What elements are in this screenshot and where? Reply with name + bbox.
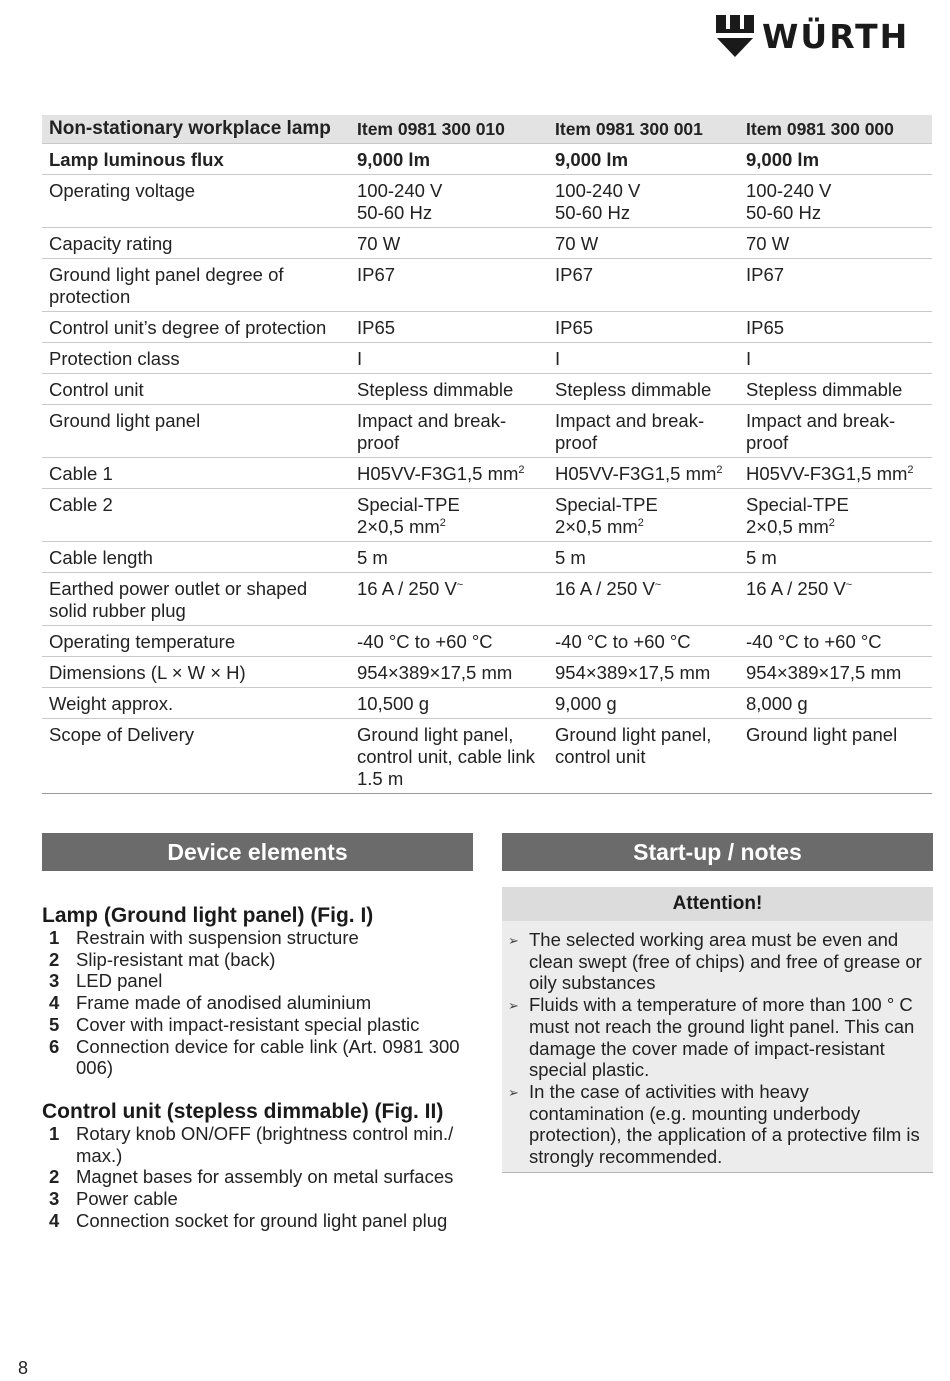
- list-item: 1 Restrain with suspension structure: [49, 927, 359, 948]
- table-row-protection-class: [42, 343, 932, 374]
- cell: 70 W: [548, 228, 739, 259]
- cell: IP67: [739, 259, 932, 312]
- cell: 16 A / 250 V~: [739, 573, 932, 626]
- arrow-bullet-icon: ➢: [508, 933, 519, 948]
- control-parts-list: [42, 1123, 482, 1232]
- row-label: Control unit’s degree of protection: [42, 312, 350, 343]
- attention-heading: Attention!: [502, 887, 933, 921]
- cell: I: [739, 343, 932, 374]
- device-elements-section: [42, 905, 482, 1231]
- table-row-capacity: [42, 228, 932, 259]
- cell: Stepless dimmable: [739, 374, 932, 405]
- cell: Stepless dimmable: [548, 374, 739, 405]
- row-label: Dimensions (L × W × H): [42, 657, 350, 688]
- cell: Stepless dimmable: [350, 374, 548, 405]
- list-item: 4 Connection socket for ground light panel plug: [49, 1209, 448, 1231]
- row-label: Protection class: [42, 343, 350, 374]
- list-item: 3 Power cable: [49, 1188, 178, 1210]
- header-item-3: Item 0981 300 000: [739, 115, 932, 144]
- cell: 954×389×17,5 mm: [548, 657, 739, 688]
- arrow-bullet-icon: ➢: [508, 998, 519, 1014]
- cell: 8,000 g: [739, 688, 932, 719]
- lamp-parts-list: [42, 927, 482, 1079]
- table-row-power-outlet: [42, 573, 932, 626]
- cell: 70 W: [739, 228, 932, 259]
- table-row-scope: [42, 719, 932, 794]
- cell: Special-TPE 2×0,5 $mm^2$: [350, 489, 548, 542]
- table-row-luminous-flux: [42, 144, 932, 175]
- brand-wordmark: WÜRTH: [762, 16, 910, 56]
- list-item: 3 LED panel: [49, 970, 163, 992]
- table-row-operating-voltage: [42, 175, 932, 228]
- table-row-ground-panel: [42, 405, 932, 458]
- cell: H05VV-F3G1,5 $mm^2$: [350, 458, 548, 489]
- list-item: 1 Rotary knob ON/OFF (brightness control min./ max.): [49, 1122, 454, 1166]
- list-item: 2 Magnet bases for assembly on metal surfaces: [49, 1166, 454, 1188]
- notes-box: [502, 921, 933, 1173]
- row-label: Earthed power outlet or shaped solid rubber plug: [42, 573, 350, 626]
- cell: 100-240 V 50-60 Hz: [350, 175, 548, 228]
- row-label: Cable 1: [42, 458, 350, 489]
- cell: IP65: [739, 312, 932, 343]
- cell: IP65: [350, 312, 548, 343]
- cell: 100-240 V 50-60 Hz: [548, 175, 739, 228]
- list-item: 5 Cover with impact-resistant special plastic: [49, 1013, 420, 1035]
- specifications-table: [42, 115, 932, 794]
- table-row-control-protection: [42, 312, 932, 343]
- cell: 9,000 lm: [548, 144, 739, 175]
- row-label: Operating temperature: [42, 626, 350, 657]
- table-row-cable-2: [42, 489, 932, 542]
- cell: 9,000 g: [548, 688, 739, 719]
- cell: -40 °C to +60 °C: [350, 626, 548, 657]
- table-header-row: [42, 115, 932, 144]
- table-row-control-unit: [42, 374, 932, 405]
- page-number: 8: [18, 1358, 29, 1378]
- row-label: Cable length: [42, 542, 350, 573]
- list-item: ➢ Fluids with a temperature of more than 100 ° C must not reach the ground light panel. This can damage the cover made of impact-resistant special plastic.: [508, 994, 915, 1081]
- table-row-dimensions: [42, 657, 932, 688]
- list-item: 4 Frame made of anodised aluminium: [49, 992, 372, 1014]
- table-row-weight: [42, 688, 932, 719]
- cell: Impact and break-proof: [350, 405, 548, 458]
- table-row-cable-1: [42, 458, 932, 489]
- row-label: Scope of Delivery: [42, 719, 350, 794]
- list-item: ➢ The selected working area must be even and clean swept (free of chips) and free of grease or oily substances: [508, 929, 922, 994]
- cell: IP67: [548, 259, 739, 312]
- cell: 9,000 lm: [350, 144, 548, 175]
- wurth-emblem-icon: [716, 15, 754, 57]
- row-label: Lamp luminous flux: [42, 144, 350, 175]
- cell: 954×389×17,5 mm: [350, 657, 548, 688]
- wurth-logo: [716, 14, 912, 58]
- cell: 70 W: [350, 228, 548, 259]
- row-label: Weight approx.: [42, 688, 350, 719]
- cell: -40 °C to +60 °C: [739, 626, 932, 657]
- cell: H05VV-F3G1,5 $mm^2$: [548, 458, 739, 489]
- row-label: Ground light panel degree of protection: [42, 259, 350, 312]
- cell: 16 A / 250 V~: [548, 573, 739, 626]
- cell: I: [548, 343, 739, 374]
- control-unit-heading: Control unit (stepless dimmable) (Fig. II): [42, 1099, 444, 1123]
- row-label: Cable 2: [42, 489, 350, 542]
- cell: 100-240 V 50-60 Hz: [739, 175, 932, 228]
- notes-list: [508, 929, 923, 1168]
- cell: 9,000 lm: [739, 144, 932, 175]
- cell: 5 m: [739, 542, 932, 573]
- cell: Ground light panel, control unit: [548, 719, 739, 794]
- row-label: Capacity rating: [42, 228, 350, 259]
- cell: Ground light panel, control unit, cable link 1.5 m: [350, 719, 548, 794]
- lamp-heading: Lamp (Ground light panel) (Fig. I): [42, 904, 374, 927]
- arrow-bullet-icon: ➢: [508, 1084, 519, 1100]
- startup-notes-title: Start-up / notes: [502, 833, 933, 871]
- header-label: Non-stationary workplace lamp: [42, 115, 350, 144]
- cell: Special-TPE 2×0,5 $mm^2$: [739, 489, 932, 542]
- cell: H05VV-F3G1,5 $mm^2$: [739, 458, 932, 489]
- device-elements-title: Device elements: [42, 833, 473, 871]
- cell: 10,500 g: [350, 688, 548, 719]
- header-item-1: Item 0981 300 010: [350, 115, 548, 144]
- row-label: Ground light panel: [42, 405, 350, 458]
- row-label: Control unit: [42, 374, 350, 405]
- list-item: 2 Slip-resistant mat (back): [49, 948, 276, 970]
- cell: IP67: [350, 259, 548, 312]
- table-row-cable-length: [42, 542, 932, 573]
- cell: Impact and break-proof: [739, 405, 932, 458]
- cell: 5 m: [548, 542, 739, 573]
- table-row-panel-protection: [42, 259, 932, 312]
- row-label: Operating voltage: [42, 175, 350, 228]
- cell: Impact and break-proof: [548, 405, 739, 458]
- cell: -40 °C to +60 °C: [548, 626, 739, 657]
- list-item: ➢ In the case of activities with heavy contamination (e.g. mounting underbody protection), the application of a protective film is strongly recommended.: [508, 1080, 920, 1168]
- cell: I: [350, 343, 548, 374]
- cell: 954×389×17,5 mm: [739, 657, 932, 688]
- cell: Ground light panel: [739, 719, 932, 794]
- cell: 16 A / 250 V~: [350, 573, 548, 626]
- list-item: 6 Connection device for cable link (Art. 0981 300 006): [49, 1035, 460, 1079]
- cell: 5 m: [350, 542, 548, 573]
- table-row-operating-temperature: [42, 626, 932, 657]
- cell: Special-TPE 2×0,5 $mm^2$: [548, 489, 739, 542]
- cell: IP65: [548, 312, 739, 343]
- header-item-2: Item 0981 300 001: [548, 115, 739, 144]
